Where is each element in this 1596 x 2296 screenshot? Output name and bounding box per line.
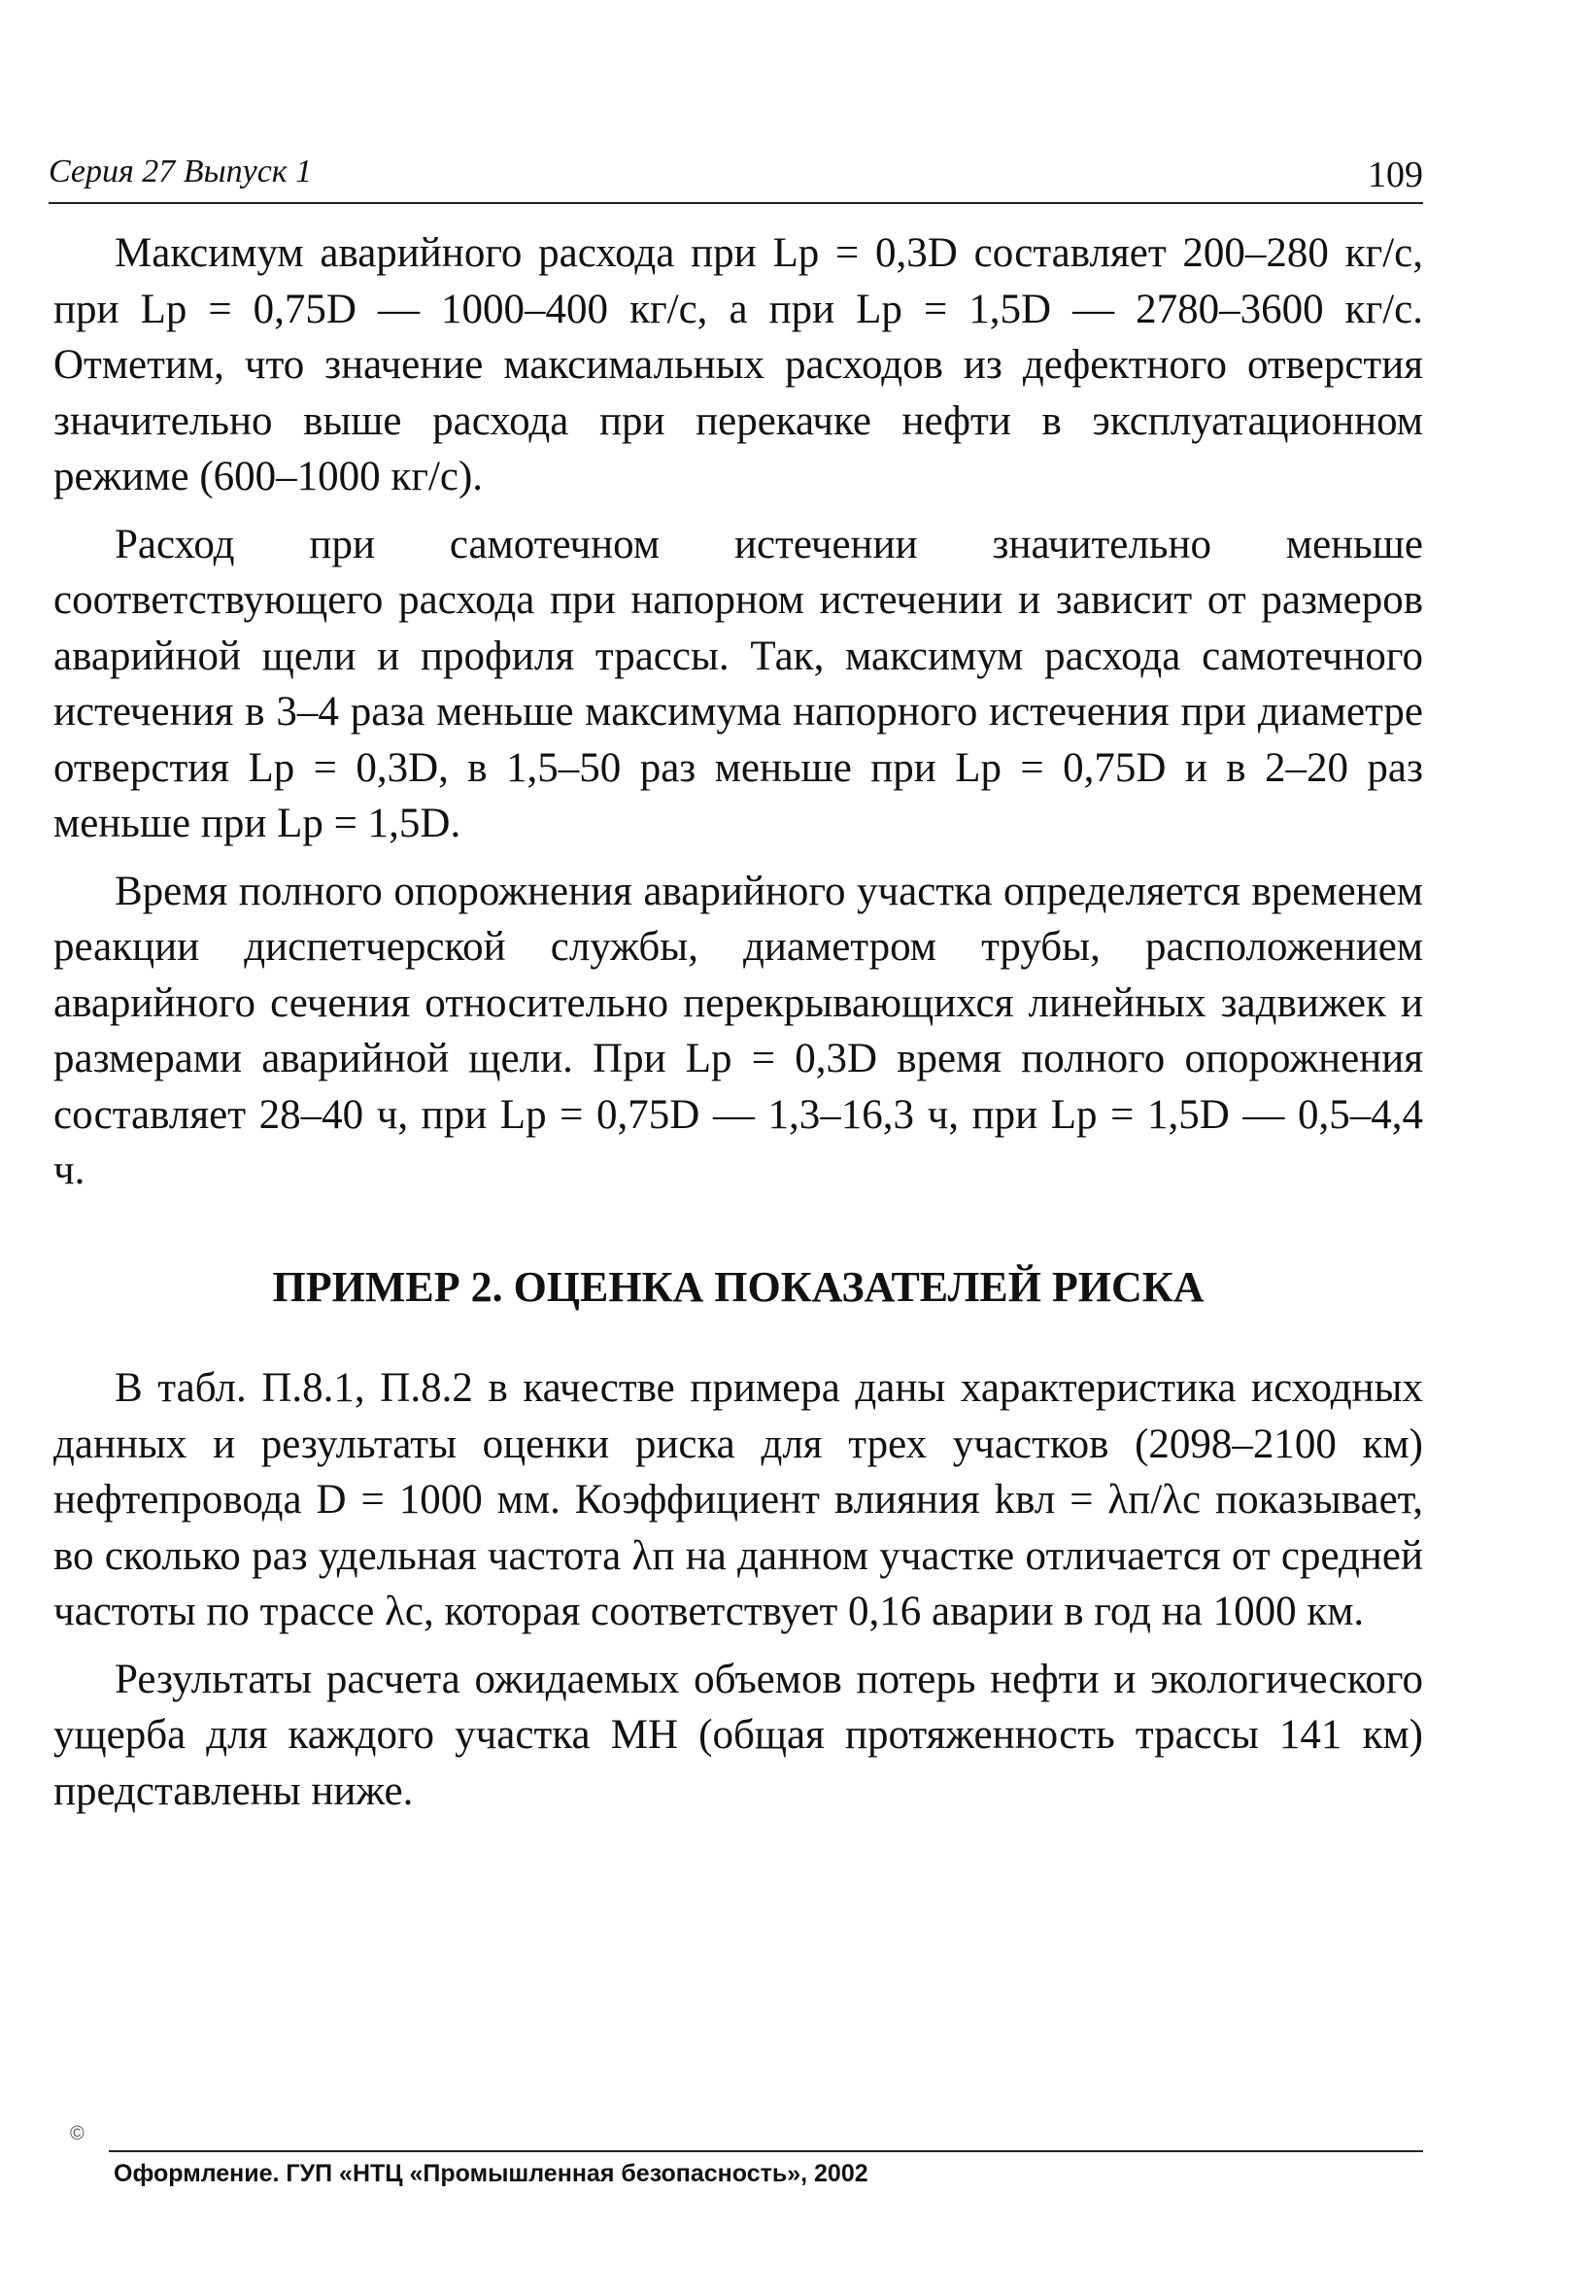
copyright-sign: © [70, 2123, 85, 2144]
copyright-text: Оформление. ГУП «НТЦ «Промышленная безопасность», 2002 [114, 2160, 868, 2187]
page-number: 109 [1368, 154, 1423, 195]
footer-rule [109, 2150, 1423, 2152]
page-footer [70, 2123, 1423, 2201]
paragraph-max-flow: Максимум аварийного расхода при Lр = 0,3D составляет 200–280 кг/с, при Lр = 0,75D — 1000–400 кг/с, а при Lр = 1,5D — 2780–3600 кг/с. Отметим, что значение максимальных расходов из дефектного отверстия значительно выше расхода при перекачке нефти в эксплуатационном режиме (600–1000 кг/с). [53, 230, 1423, 499]
body-text-bottom [53, 1360, 1423, 1819]
paragraph-gravity-flow: Расход при самотечном истечении значительно меньше соответствующего расхода при напорном истечении и зависит от размеров аварийной щели и профиля трассы. Так, максимум расхода самотечного истечения в 3–4 раза меньше максимума напорного истечения при диаметре отверстия Lр = 0,3D, в 1,5–50 раз меньше при Lр = 0,75D и в 2–20 раз меньше при Lр = 1,5D. [53, 521, 1423, 846]
paragraph-emptying-time: Время полного опорожнения аварийного участка определяется временем реакции диспетчерской службы, диаметром трубы, расположением аварийного сечения относительно перекрывающихся линейных задвижек и размерами аварийной щели. При Lр = 0,3D время полного опорожнения составляет 28–40 ч, при Lр = 0,75D — 1,3–16,3 ч, при Lр = 1,5D — 0,5–4,4 ч. [53, 868, 1423, 1193]
header-rule [49, 202, 1423, 204]
series-label: Серия 27 Выпуск 1 [49, 154, 313, 189]
section-heading: ПРИМЕР 2. ОЦЕНКА ПОКАЗАТЕЛЕЙ РИСКА [272, 1263, 1205, 1311]
paragraph-example-tables: В табл. П.8.1, П.8.2 в качестве примера даны характеристика исходных данных и результаты оценки риска для трех участков (2098–2100 км) нефтепровода D = 1000 мм. Коэффициент влияния kвл = λп/λс показывает, во сколько раз удельная частота λп на данном участке отличается от средней частоты по трассе λс, которая соответствует 0,16 аварии в год на 1000 км. [53, 1365, 1423, 1634]
page-header [49, 146, 1423, 204]
body-text-top [53, 225, 1423, 1199]
paragraph-results: Результаты расчета ожидаемых объемов потерь нефти и экологического ущерба для каждого участка МН (общая протяженность трассы 141 км) представлены ниже. [53, 1656, 1423, 1814]
